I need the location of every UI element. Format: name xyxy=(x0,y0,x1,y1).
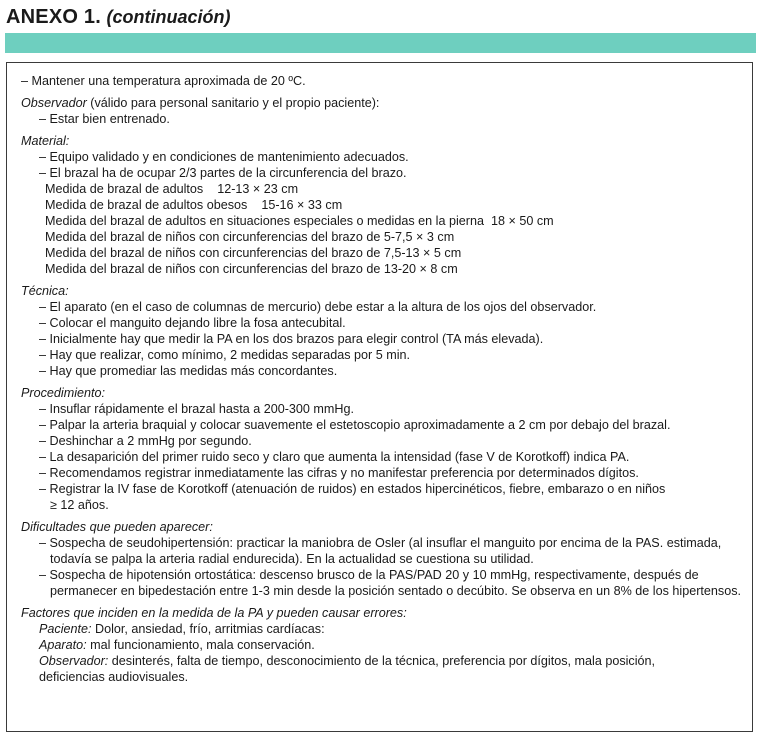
dificultades-item: – Sospecha de hipotensión ortostática: descenso brusco de la PAS/PAD 20 y 10 mmHg, respectivamente, después de permanecer en bipedestación entre 1-3 min desde la posición sentado o decúbito. Se observa en un 8% de los hipertensos. xyxy=(39,568,742,598)
factor-observador xyxy=(21,653,746,669)
procedimiento-item: – Insuflar rápidamente el brazal hasta a 200-300 mmHg. xyxy=(39,402,355,416)
material-item: – El brazal ha de ocupar 2/3 partes de la circunferencia del brazo. xyxy=(39,166,407,180)
procedimiento-item: – Deshinchar a 2 mmHg por segundo. xyxy=(39,434,252,448)
annex-header xyxy=(6,5,231,29)
tecnica-item: – Colocar el manguito dejando libre la fosa antecubital. xyxy=(39,316,346,330)
tecnica-item: – El aparato (en el caso de columnas de mercurio) debe estar a la altura de los ojos del observador. xyxy=(39,300,597,314)
temperature-line: – Mantener una temperatura aproximada de 20 ºC. xyxy=(21,74,306,88)
procedimiento-item-cont: ≥ 12 años. xyxy=(50,498,109,512)
material-size: Medida del brazal de niños con circunferencias del brazo de 13-20 × 8 cm xyxy=(45,262,458,276)
tecnica-heading: Técnica: xyxy=(21,284,69,298)
annex-title: ANEXO 1. xyxy=(6,6,101,28)
procedimiento-item: – Recomendamos registrar inmediatamente las cifras y no manifestar preferencia por determinados dígitos. xyxy=(39,466,639,480)
factor-aparato-text: mal funcionamiento, mala conservación. xyxy=(86,638,315,652)
material-size: Medida del brazal de adultos en situaciones especiales o medidas en la pierna 18 × 50 cm xyxy=(45,214,554,228)
annex-continuation: (continuación) xyxy=(106,7,231,27)
procedimiento-item: – La desaparición del primer ruido seco y claro que aumenta la intensidad (fase V de Korotkoff) indica PA. xyxy=(39,450,630,464)
observador-subtitle: (válido para personal sanitario y el propio paciente): xyxy=(86,96,380,110)
header-band xyxy=(5,33,756,53)
factor-aparato xyxy=(21,637,746,653)
observador-title: Observador xyxy=(21,96,87,110)
material-size: Medida de brazal de adultos 12-13 × 23 cm xyxy=(45,182,299,196)
material-size: Medida del brazal de niños con circunferencias del brazo de 7,5-13 × 5 cm xyxy=(45,246,462,260)
material-item: – Equipo validado y en condiciones de mantenimiento adecuados. xyxy=(39,150,409,164)
dificultades-item: – Sospecha de seudohipertensión: practicar la maniobra de Osler (al insuflar el manguito por encima de la PAS. estimada, todavía se palpa la arteria radial endurecida). En la actualidad se cuestiona su utilidad. xyxy=(39,536,722,566)
factor-paciente-label: Paciente: xyxy=(39,622,92,636)
tecnica-item: – Hay que realizar, como mínimo, 2 medidas separadas por 5 min. xyxy=(39,348,410,362)
material-size: Medida de brazal de adultos obesos 15-16 × 33 cm xyxy=(45,198,343,212)
factor-paciente xyxy=(21,621,746,637)
observador-item: – Estar bien entrenado. xyxy=(39,112,170,126)
factor-aparato-label: Aparato: xyxy=(39,638,87,652)
observador-heading xyxy=(21,95,746,111)
factor-observador-text: desinterés, falta de tiempo, desconocimiento de la técnica, preferencia por dígitos, mala posición, xyxy=(108,654,656,668)
tecnica-item: – Inicialmente hay que medir la PA en los dos brazos para elegir control (TA más elevada). xyxy=(39,332,544,346)
factor-paciente-text: Dolor, ansiedad, frío, arritmias cardíacas: xyxy=(91,622,325,636)
procedimiento-item: – Palpar la arteria braquial y colocar suavemente el estetoscopio aproximadamente a 2 cm por debajo del brazal. xyxy=(39,418,671,432)
tecnica-item: – Hay que promediar las medidas más concordantes. xyxy=(39,364,338,378)
annex-content xyxy=(21,73,746,685)
factor-observador-label: Observador: xyxy=(39,654,109,668)
material-heading: Material: xyxy=(21,134,70,148)
dificultades-heading: Dificultades que pueden aparecer: xyxy=(21,520,213,534)
factor-observador-cont: deficiencias audiovisuales. xyxy=(39,670,189,684)
annex-content-box xyxy=(6,62,753,732)
procedimiento-item: – Registrar la IV fase de Korotkoff (atenuación de ruidos) en estados hipercinéticos, fiebre, embarazo o en niños xyxy=(39,482,666,496)
procedimiento-heading: Procedimiento: xyxy=(21,386,105,400)
factores-heading: Factores que inciden en la medida de la PA y pueden causar errores: xyxy=(21,606,407,620)
material-size: Medida del brazal de niños con circunferencias del brazo de 5-7,5 × 3 cm xyxy=(45,230,455,244)
